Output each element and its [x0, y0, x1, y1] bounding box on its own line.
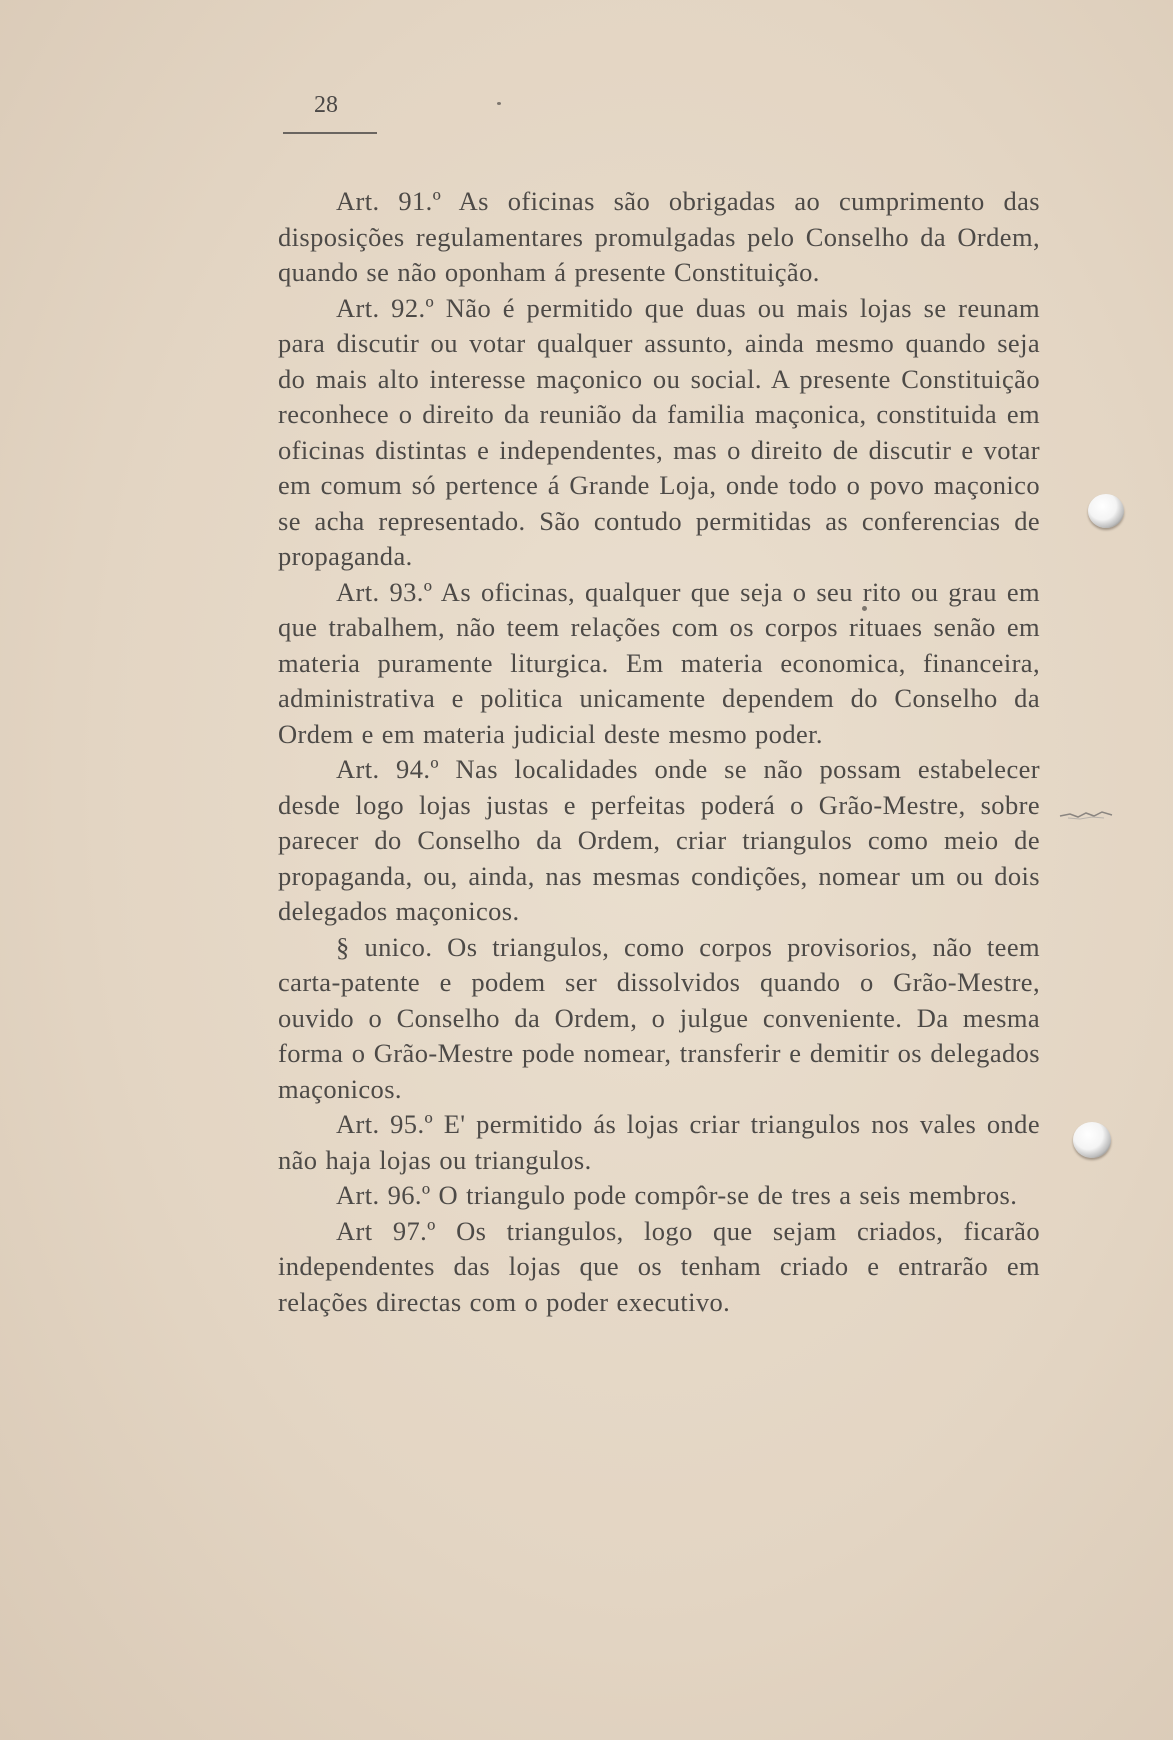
article-97: Art 97.º Os triangulos, logo que sejam criados, ficarão independentes das lojas que os tenham criado e entrarão em relações directas com o poder executivo.	[278, 1215, 1040, 1317]
article-91: Art. 91.º As oficinas são obrigadas ao cumprimento das disposições regulamentares promulgadas pelo Conselho da Ordem, quando se não oponham á presente Constituição.	[278, 186, 1040, 287]
article-95: Art. 95.º E' permitido ás lojas criar triangulos nos vales onde não haja lojas ou triangulos.	[278, 1109, 1040, 1175]
article-96: Art. 96.º O triangulo pode compôr-se de tres a seis membros.	[336, 1180, 1018, 1210]
punch-hole-lower	[1073, 1122, 1111, 1158]
paper-tear-mark	[1058, 808, 1114, 822]
ink-speck	[862, 606, 867, 611]
body-text	[278, 184, 1040, 1320]
page-number: 28	[314, 92, 338, 118]
article-94-paragraph-unico: § unico. Os triangulos, como corpos provisorios, não teem carta-patente e podem ser dissolvidos quando o Grão-Mestre, ouvido o Conselho da Ordem, o julgue conveniente. Da mesma forma o Grão-Mestre pode nomear, transferir e demitir os delegados maçonicos.	[278, 931, 1040, 1104]
article-94: Art. 94.º Nas localidades onde se não possam estabelecer desde logo lojas justas e perfeitas poderá o Grão-Mestre, sobre parecer do Conselho da Ordem, criar triangulos como meio de propaganda, ou, ainda, nas mesmas condições, nomear um ou dois delegados maçonicos.	[278, 754, 1040, 926]
article-92: Art. 92.º Não é permitido que duas ou mais lojas se reunam para discutir ou votar qualquer assunto, ainda mesmo quando seja do mais alto interesse maçonico ou social. A presente Constituição reconhece o direito da reunião da familia maçonica, constituida em oficinas distintas e independentes, mas o direito de discutir e votar em comum só pertence á Grande Loja, onde todo o povo maçonico se acha representado. São contudo permitidas as conferencias de propaganda.	[278, 292, 1040, 571]
page-number-rule	[283, 132, 377, 134]
ink-speck	[497, 102, 501, 105]
article-93: Art. 93.º As oficinas, qualquer que seja o seu rito ou grau em que trabalhem, não teem relações com os corpos rituaes senão em materia puramente liturgica. Em materia economica, financeira, administrativa e politica unicamente dependem do Conselho da Ordem e em materia judicial deste mesmo poder.	[278, 576, 1040, 749]
punch-hole-upper	[1088, 494, 1124, 528]
